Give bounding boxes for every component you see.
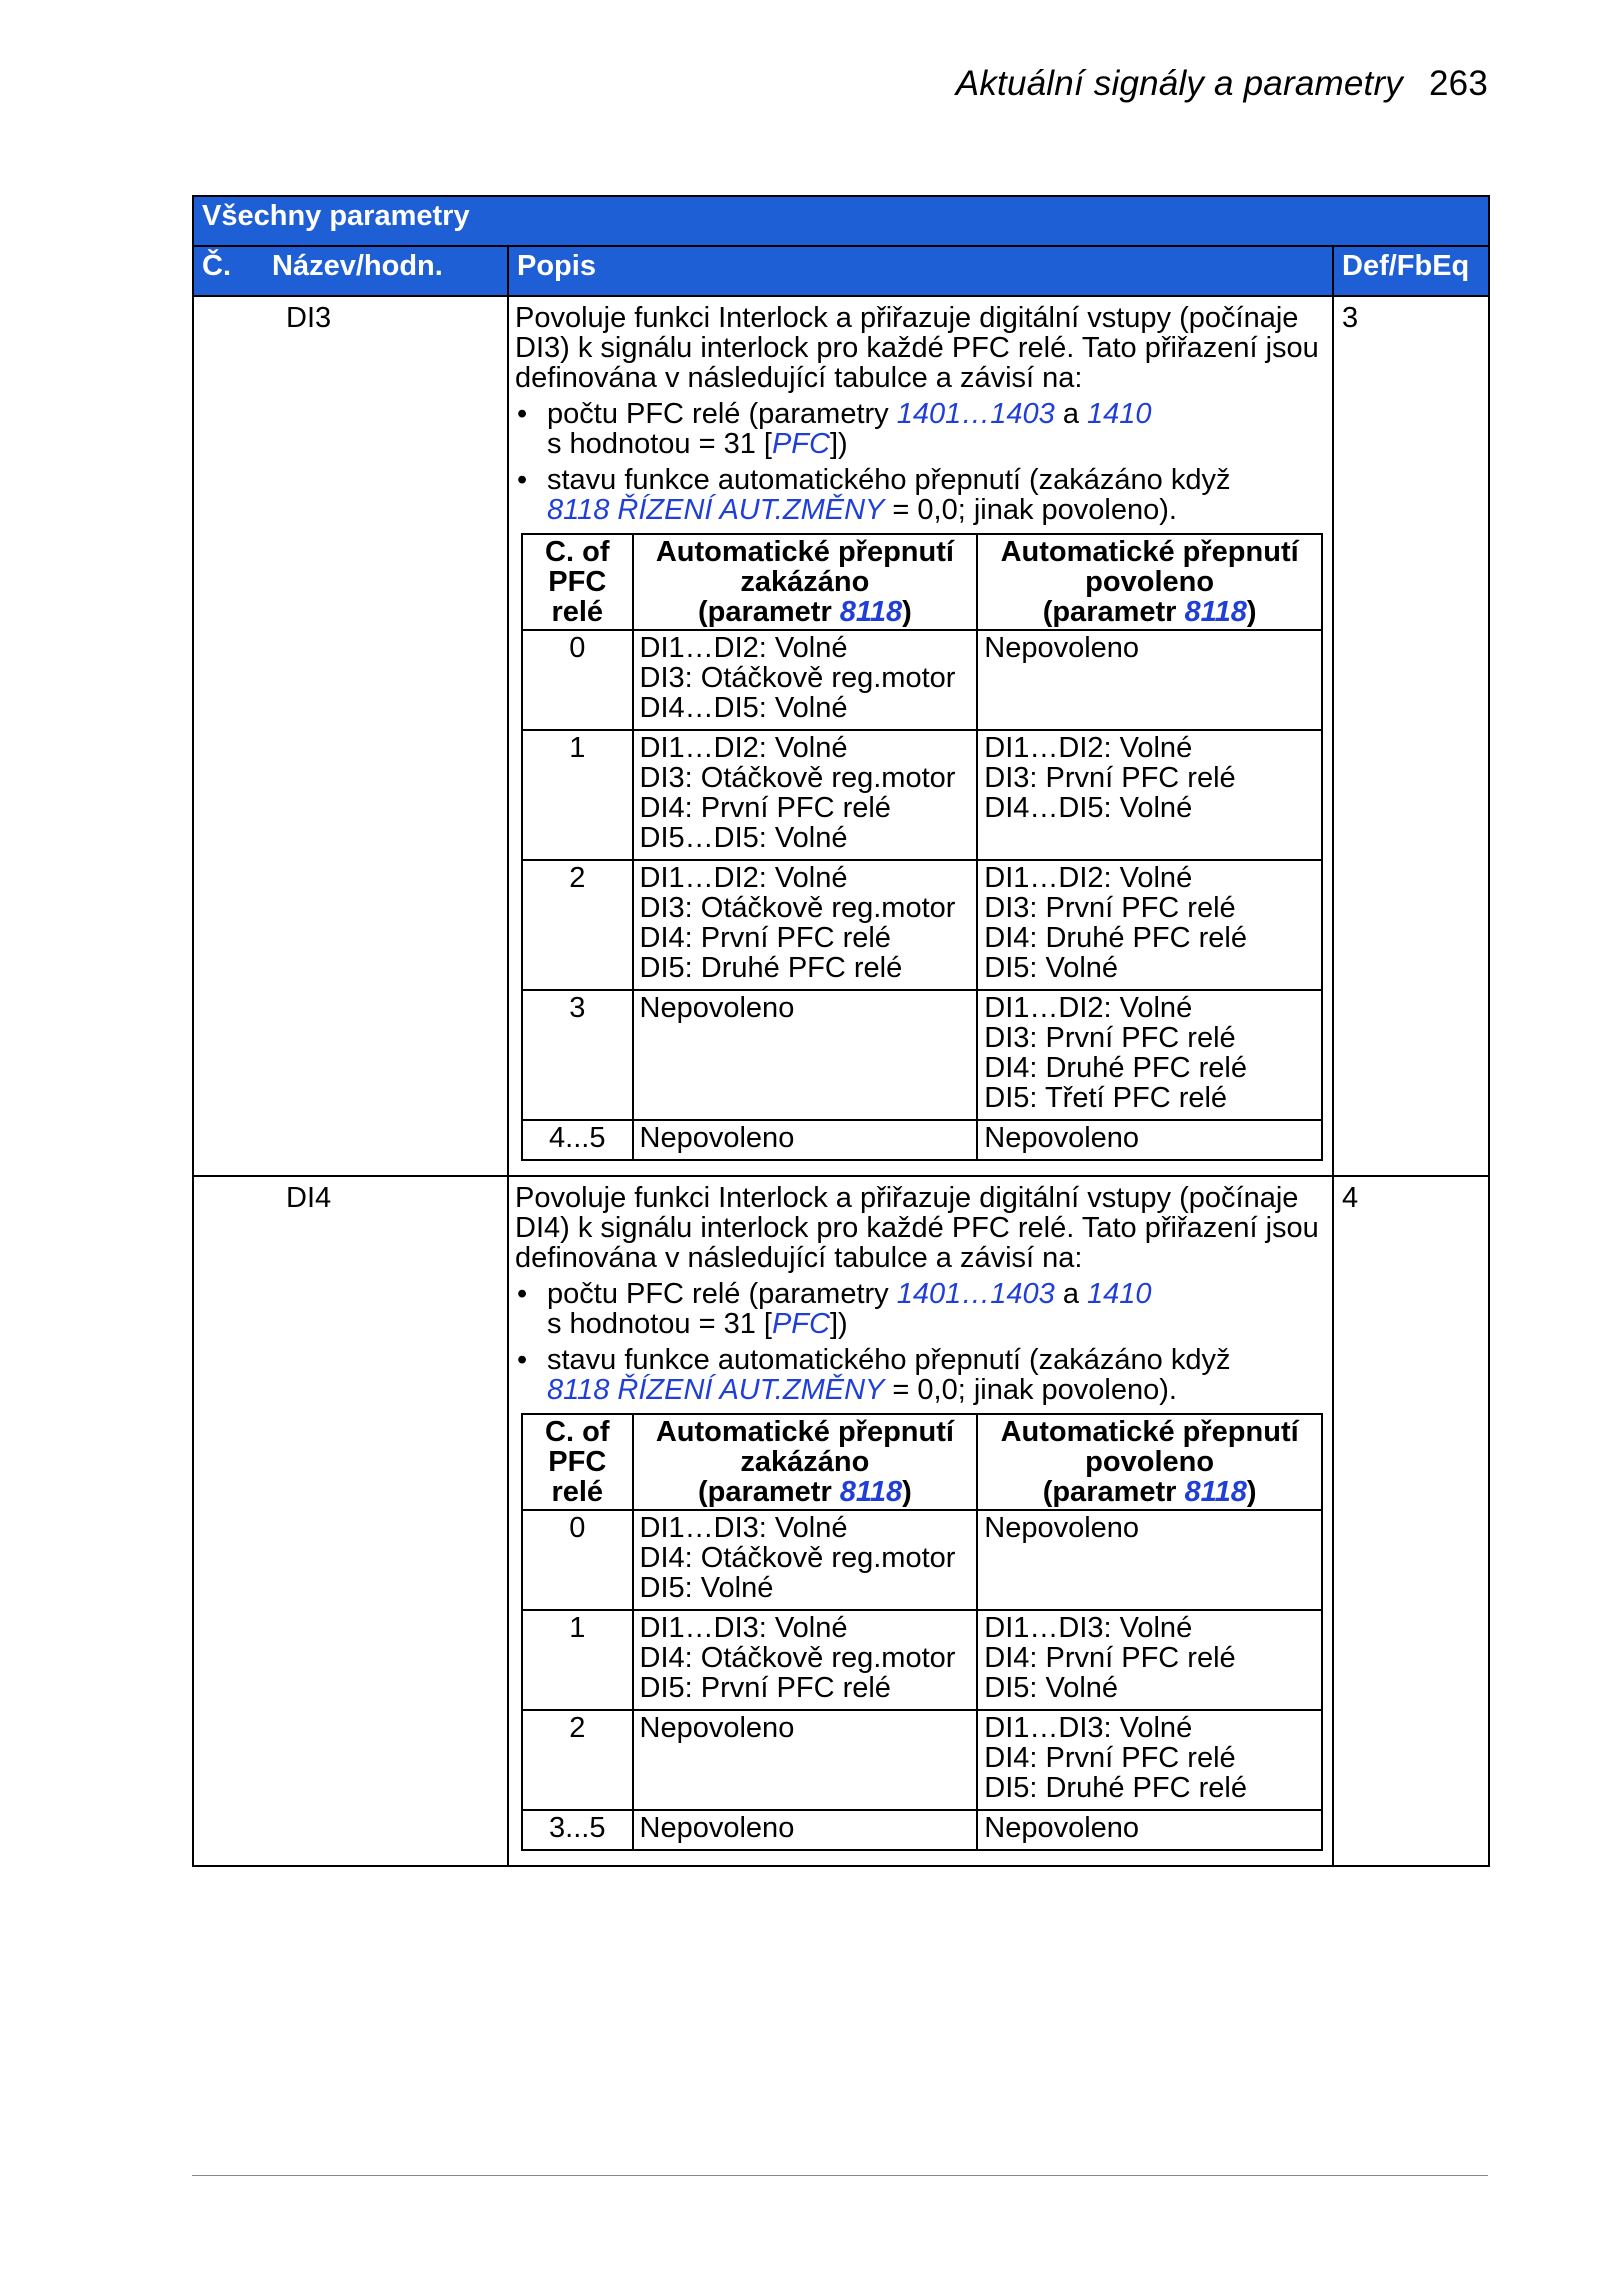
subtable-row: [522, 1510, 1322, 1610]
table-header-row: [193, 246, 1489, 296]
subtable-header-row: [522, 534, 1322, 630]
assignment-line: DI5: Volné: [984, 1672, 1119, 1704]
assignment-line: DI4: První PFC relé: [984, 1742, 1236, 1774]
assignment-line: DI1…DI3: Volné: [984, 1712, 1193, 1744]
condition-text: a: [1054, 398, 1088, 430]
param-name: DI4: [193, 1176, 508, 1866]
column-name: Název/hodn.: [272, 250, 443, 282]
assignment-line: Nepovoleno: [639, 992, 795, 1024]
pfc-count: 2: [522, 860, 633, 990]
header-line: PFC: [548, 1446, 607, 1478]
assignment-line: DI1…DI2: Volné: [984, 862, 1193, 894]
assignment-line: DI1…DI3: Volné: [984, 1612, 1193, 1644]
assignment-line: Nepovoleno: [639, 1712, 795, 1744]
assignment-line: DI4: Otáčkově reg.motor: [639, 1542, 956, 1574]
condition-text: počtu PFC relé (parametry: [547, 1278, 897, 1310]
param-description: [508, 1176, 1333, 1866]
header-line: Automatické přepnutí: [1000, 1416, 1299, 1448]
header-line: [638, 597, 973, 627]
header-line: [982, 1477, 1317, 1507]
header-text: ): [1246, 1476, 1257, 1508]
condition-text: počtu PFC relé (parametry: [547, 398, 897, 430]
subtable-row: [522, 990, 1322, 1120]
condition-list: [515, 1279, 1326, 1405]
header-line: PFC: [548, 566, 607, 598]
column-def: Def/FbEq: [1333, 246, 1489, 296]
condition-line: [547, 1345, 1326, 1375]
subtable-row: [522, 1810, 1322, 1850]
assignment-line: DI5: Volné: [984, 952, 1119, 984]
footer-rule: [192, 2175, 1488, 2176]
assignment-line: DI4…DI5: Volné: [639, 692, 848, 724]
assignment-enabled: [977, 1710, 1322, 1810]
condition-text: s hodnotou = 31 [: [547, 428, 772, 460]
assignment-disabled: [633, 1710, 978, 1810]
band-title: Všechny parametry: [193, 196, 1489, 246]
subtable-row: [522, 860, 1322, 990]
subtable-row: [522, 630, 1322, 730]
assignment-disabled: [633, 860, 978, 990]
param-link-8118[interactable]: 8118 ŘÍZENÍ AUT.ZMĚNY: [547, 1374, 885, 1406]
param-link-8118[interactable]: 8118 ŘÍZENÍ AUT.ZMĚNY: [547, 494, 885, 526]
condition-text: ]): [829, 428, 848, 460]
header-line: C. of: [545, 536, 610, 568]
condition-line: [547, 1279, 1326, 1309]
header-pfc-count: [522, 1414, 633, 1510]
column-desc: Popis: [508, 246, 1333, 296]
assignment-line: DI3: Otáčkově reg.motor: [639, 762, 956, 794]
pfc-count: 3: [522, 990, 633, 1120]
header-text: ): [1246, 596, 1257, 628]
assignment-enabled: [977, 1610, 1322, 1710]
assignment-disabled: [633, 630, 978, 730]
param-default: 4: [1333, 1176, 1489, 1866]
header-line: Automatické přepnutí: [655, 1416, 954, 1448]
header-line: [638, 1477, 973, 1507]
column-no: Č.: [202, 250, 231, 282]
header-text: (parametr: [1042, 596, 1185, 628]
assignment-line: DI1…DI2: Volné: [984, 992, 1193, 1024]
page-number: 263: [1429, 64, 1488, 103]
param-link-8118[interactable]: 8118: [1184, 596, 1247, 628]
condition-text: stavu funkce automatického přepnutí (zakázáno když: [547, 464, 1231, 496]
assignment-line: DI3: Otáčkově reg.motor: [639, 892, 956, 924]
assignment-line: Nepovoleno: [639, 1812, 795, 1844]
assignment-line: DI3: První PFC relé: [984, 892, 1236, 924]
ellipsis: …: [961, 1278, 991, 1310]
assignment-enabled: [977, 630, 1322, 730]
assignment-disabled: [633, 1810, 978, 1850]
condition-line: [547, 1375, 1326, 1405]
subtable-row: [522, 1610, 1322, 1710]
header-line: relé: [551, 596, 604, 628]
table-row: [193, 1176, 1489, 1866]
param-link-8118[interactable]: 8118: [1184, 1476, 1247, 1508]
pfc-count: 1: [522, 730, 633, 860]
assignment-line: DI3: Otáčkově reg.motor: [639, 662, 956, 694]
description-text: Povoluje funkci Interlock a přiřazuje digitální vstupy (počínaje DI3) k signálu interlock pro každé PFC relé. Tato přiřazení jsou definována v následující tabulce a závisí na:: [515, 302, 1319, 394]
header-text: (parametr: [697, 596, 840, 628]
assignment-enabled: [977, 990, 1322, 1120]
condition-item: [515, 465, 1326, 525]
running-title: Aktuální signály a parametry: [955, 64, 1403, 103]
pfc-link[interactable]: PFC: [771, 1308, 830, 1340]
table-row: [193, 296, 1489, 1176]
param-link-1410[interactable]: 1410: [1087, 1278, 1152, 1310]
header-text: ): [902, 596, 912, 628]
header-no-name: [193, 246, 508, 296]
condition-line: [547, 1309, 1326, 1339]
parameters-table: [192, 195, 1490, 1867]
assignment-line: DI1…DI3: Volné: [639, 1612, 848, 1644]
pfc-count: 4...5: [522, 1120, 633, 1160]
header-autochange-disabled: [633, 534, 978, 630]
assignment-disabled: [633, 1120, 978, 1160]
param-default: 3: [1333, 296, 1489, 1176]
pfc-link[interactable]: PFC: [771, 428, 830, 460]
condition-text: stavu funkce automatického přepnutí (zakázáno když: [547, 1344, 1231, 1376]
header-line: povoleno: [1085, 566, 1215, 598]
param-link-1401[interactable]: 1401: [896, 398, 962, 430]
assignment-line: Nepovoleno: [639, 1122, 795, 1154]
table-band: [193, 196, 1489, 246]
assignment-line: DI4: První PFC relé: [639, 792, 891, 824]
assignment-line: DI4…DI5: Volné: [984, 792, 1193, 824]
assignment-line: DI5…DI5: Volné: [639, 822, 848, 854]
param-name: DI3: [193, 296, 508, 1176]
header-line: zakázáno: [740, 566, 870, 598]
header-text: (parametr: [697, 1476, 840, 1508]
subtable-header-row: [522, 1414, 1322, 1510]
header-line: povoleno: [1085, 1446, 1215, 1478]
condition-line: [547, 399, 1326, 429]
assignment-disabled: [633, 1610, 978, 1710]
assignment-line: DI4: Otáčkově reg.motor: [639, 1642, 956, 1674]
assignment-line: DI5: Druhé PFC relé: [984, 1772, 1247, 1804]
page-header: [956, 64, 1488, 104]
condition-text: = 0,0; jinak povoleno).: [884, 1374, 1177, 1406]
assignment-line: DI1…DI2: Volné: [639, 632, 848, 664]
condition-list: [515, 399, 1326, 525]
pfc-count: 2: [522, 1710, 633, 1810]
header-autochange-disabled: [633, 1414, 978, 1510]
assignment-line: Nepovoleno: [984, 1512, 1140, 1544]
pfc-count: 0: [522, 1510, 633, 1610]
assignment-disabled: [633, 990, 978, 1120]
assignment-line: DI1…DI2: Volné: [639, 862, 848, 894]
condition-text: ]): [829, 1308, 848, 1340]
subtable-row: [522, 730, 1322, 860]
assignment-line: Nepovoleno: [984, 632, 1140, 664]
assignment-line: DI4: Druhé PFC relé: [984, 1052, 1247, 1084]
condition-item: [515, 1279, 1326, 1339]
assignment-enabled: [977, 1120, 1322, 1160]
description-text: Povoluje funkci Interlock a přiřazuje digitální vstupy (počínaje DI4) k signálu interlock pro každé PFC relé. Tato přiřazení jsou definována v následující tabulce a závisí na:: [515, 1182, 1319, 1274]
condition-item: [515, 1345, 1326, 1405]
header-autochange-enabled: [977, 1414, 1322, 1510]
condition-line: [547, 465, 1326, 495]
assignment-enabled: [977, 730, 1322, 860]
header-line: relé: [551, 1476, 604, 1508]
assignment-line: DI5: První PFC relé: [639, 1672, 891, 1704]
condition-item: [515, 399, 1326, 459]
header-line: Automatické přepnutí: [1000, 536, 1299, 568]
param-link-1403[interactable]: 1403: [990, 1278, 1055, 1310]
assignment-line: DI4: První PFC relé: [639, 922, 891, 954]
header-line: C. of: [545, 1416, 610, 1448]
assignment-line: DI1…DI3: Volné: [639, 1512, 848, 1544]
header-line: Automatické přepnutí: [655, 536, 954, 568]
relay-assignment-table: [521, 533, 1323, 1161]
condition-text: a: [1054, 1278, 1088, 1310]
assignment-line: DI4: První PFC relé: [984, 1642, 1236, 1674]
assignment-line: DI1…DI2: Volné: [984, 732, 1193, 764]
pfc-count: 1: [522, 1610, 633, 1710]
subtable-row: [522, 1710, 1322, 1810]
subtable-row: [522, 1120, 1322, 1160]
param-link-8118[interactable]: 8118: [839, 596, 903, 628]
condition-line: [547, 495, 1326, 525]
assignment-line: DI3: První PFC relé: [984, 762, 1236, 794]
relay-assignment-table: [521, 1413, 1323, 1851]
condition-text: s hodnotou = 31 [: [547, 1308, 772, 1340]
condition-text: = 0,0; jinak povoleno).: [884, 494, 1177, 526]
assignment-line: DI5: Druhé PFC relé: [639, 952, 903, 984]
assignment-line: DI5: Volné: [639, 1572, 774, 1604]
assignment-line: DI5: Třetí PFC relé: [984, 1082, 1228, 1114]
condition-line: [547, 429, 1326, 459]
param-link-1410[interactable]: 1410: [1087, 398, 1152, 430]
pfc-count: 0: [522, 630, 633, 730]
assignment-enabled: [977, 860, 1322, 990]
assignment-line: DI1…DI2: Volné: [639, 732, 848, 764]
header-pfc-count: [522, 534, 633, 630]
assignment-disabled: [633, 730, 978, 860]
param-description: [508, 296, 1333, 1176]
header-text: (parametr: [1042, 1476, 1185, 1508]
assignment-line: Nepovoleno: [984, 1122, 1140, 1154]
header-line: [982, 597, 1317, 627]
ellipsis: …: [961, 398, 991, 430]
assignment-enabled: [977, 1810, 1322, 1850]
header-text: ): [902, 1476, 912, 1508]
assignment-disabled: [633, 1510, 978, 1610]
param-link-1401[interactable]: 1401: [896, 1278, 962, 1310]
param-link-8118[interactable]: 8118: [839, 1476, 903, 1508]
pfc-count: 3...5: [522, 1810, 633, 1850]
assignment-line: Nepovoleno: [984, 1812, 1140, 1844]
assignment-line: DI3: První PFC relé: [984, 1022, 1236, 1054]
header-autochange-enabled: [977, 534, 1322, 630]
param-link-1403[interactable]: 1403: [990, 398, 1055, 430]
header-line: zakázáno: [740, 1446, 870, 1478]
assignment-enabled: [977, 1510, 1322, 1610]
assignment-line: DI4: Druhé PFC relé: [984, 922, 1247, 954]
